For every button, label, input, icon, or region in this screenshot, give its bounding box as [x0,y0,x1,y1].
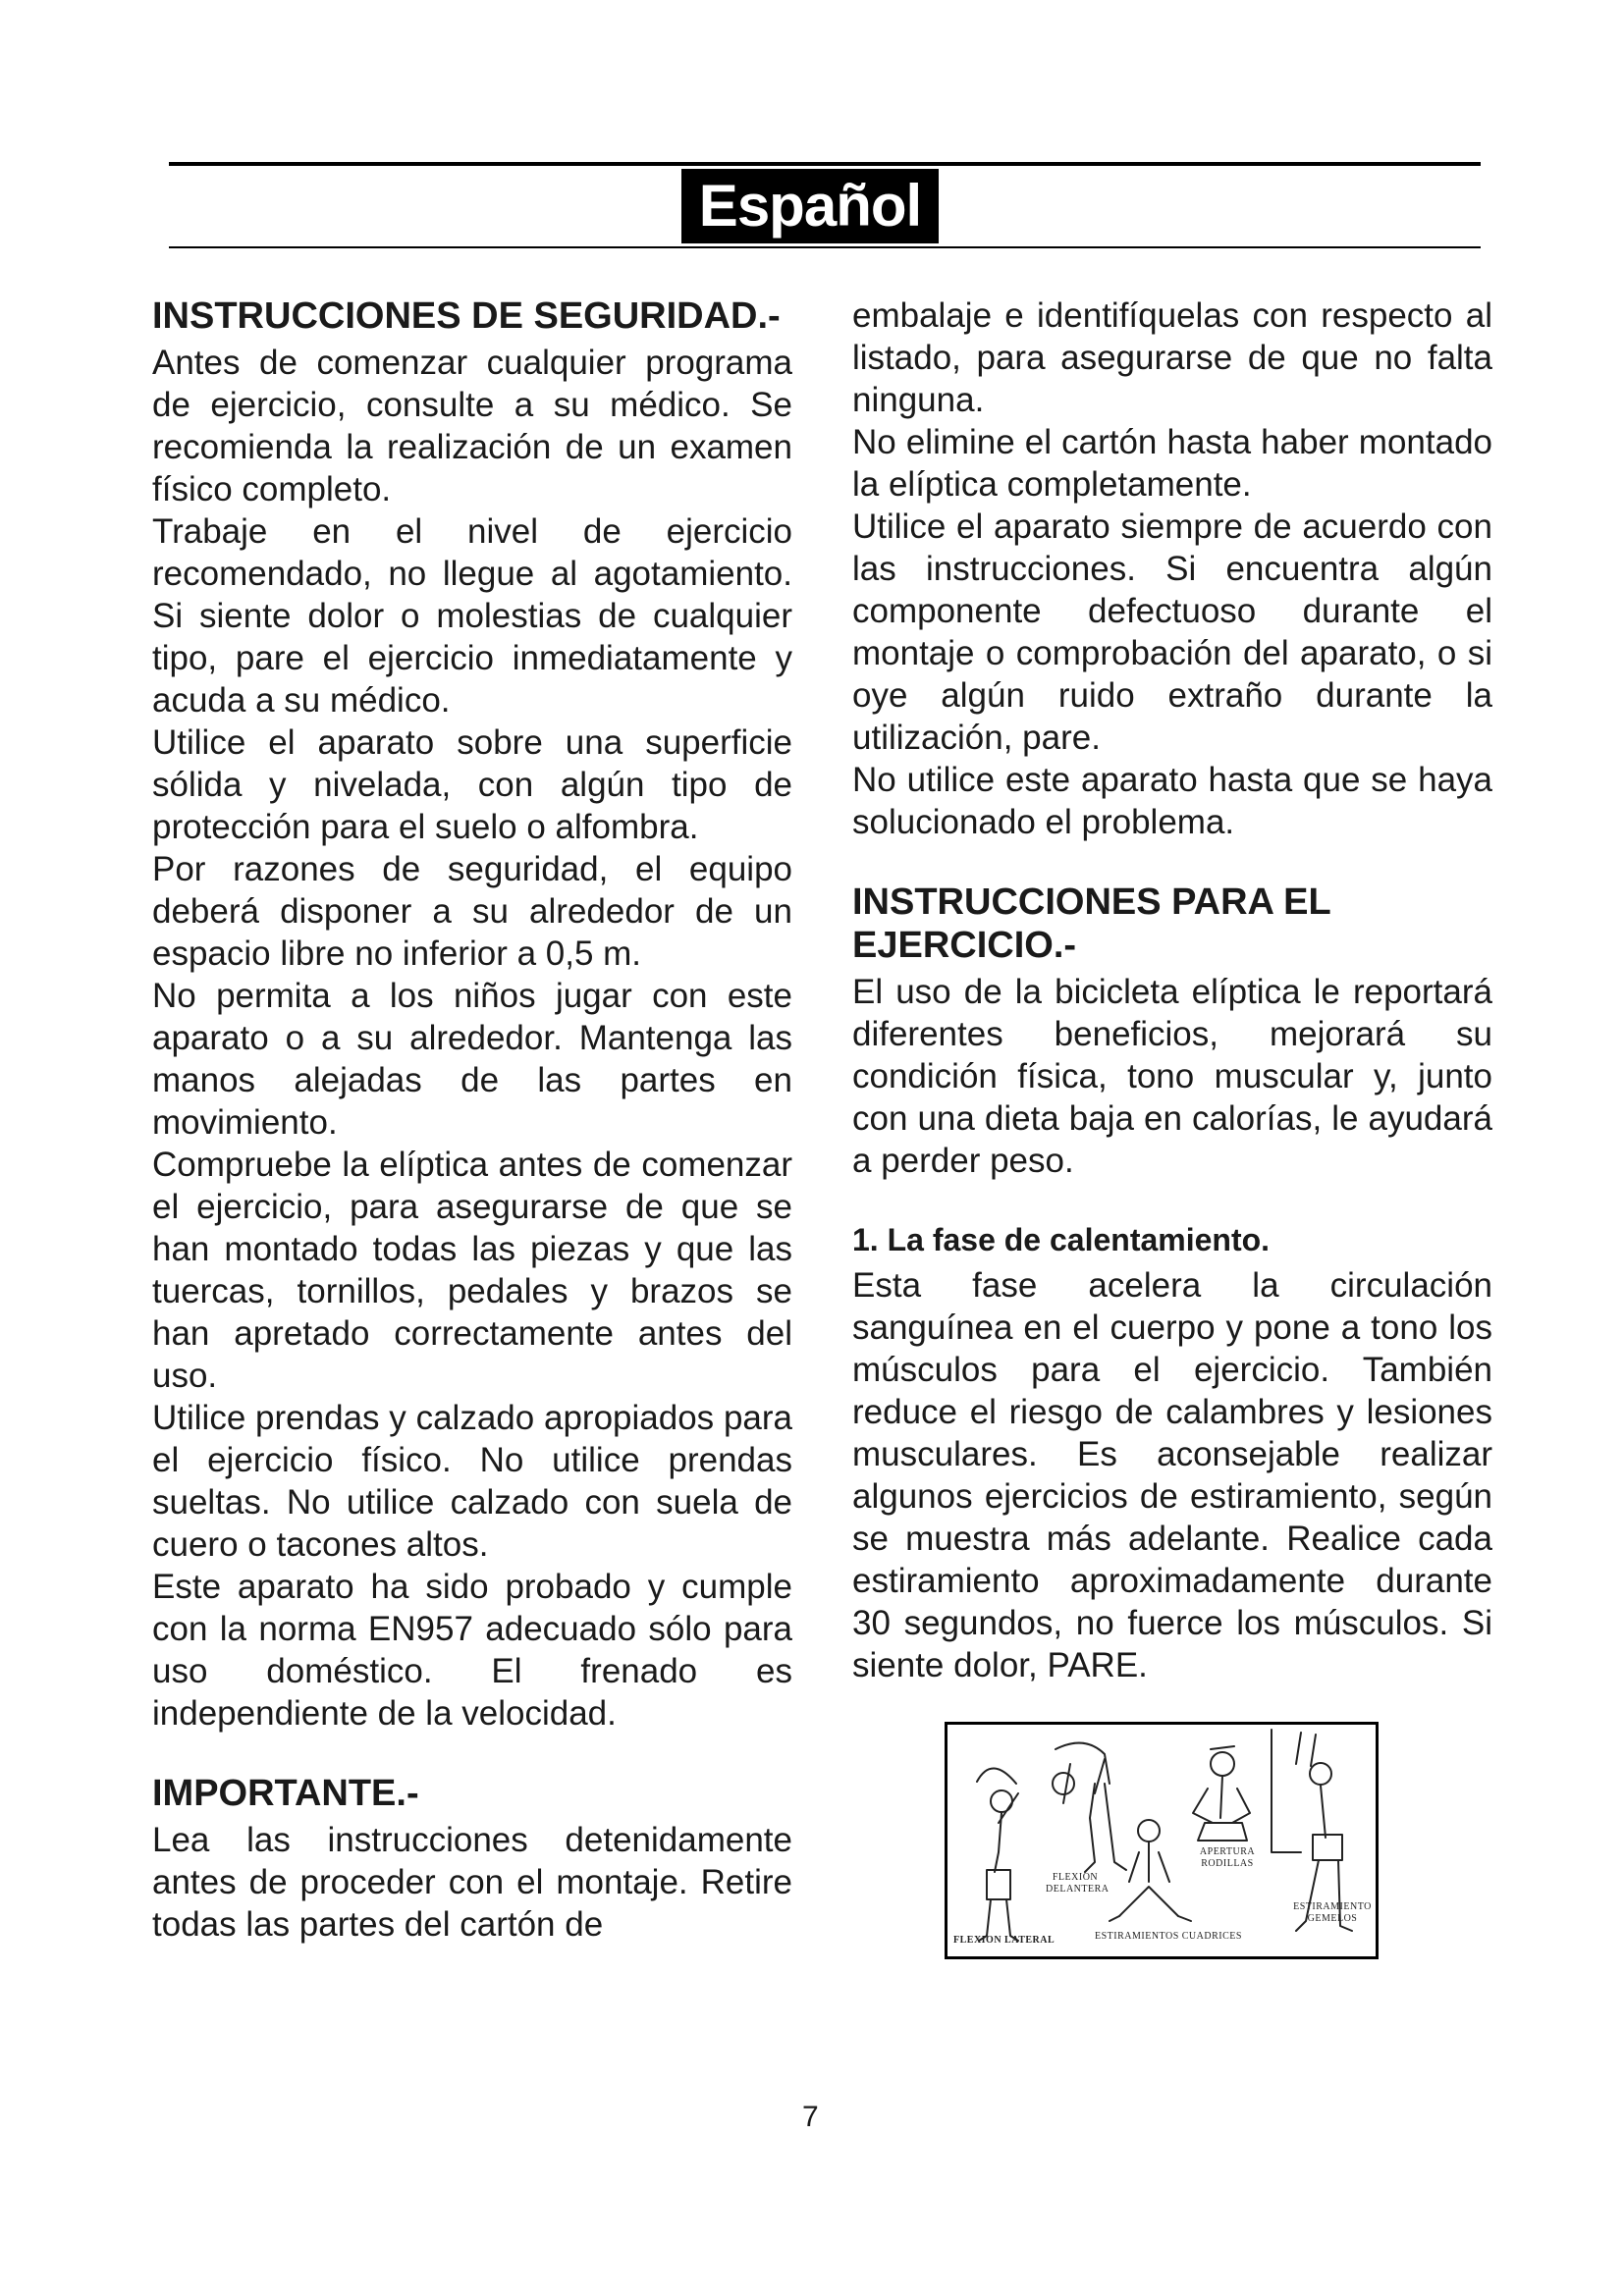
safety-paragraph-2: Trabaje en el nivel de ejercicio recomendado, no llegue al agotamiento. Si siente dolor o molestias de cualquier tipo, pare el ejercicio inmediatamente y acuda a su médico. [152,512,792,720]
continuation-paragraph-2: No elimine el cartón hasta haber montado la elíptica completamente. [852,423,1492,504]
continuation-paragraph-3: Utilice el aparato siempre de acuerdo con las instrucciones. Si encuentra algún componente defectuoso durante el montaje o comprobación del aparato, o si oye algún ruido extraño durante la utilización, pare. [852,507,1492,757]
language-badge: Español [681,169,939,243]
safety-paragraph-5: No permita a los niños jugar con este aparato o a su alrededor. Mantenga las manos alejadas de las partes en movimiento. [152,977,792,1142]
knee-opening-figure [1193,1746,1250,1841]
label-calf-stretch: ESTIRAMIENTO GEMELOS [1293,1901,1372,1924]
warmup-heading: 1. La fase de calentamiento. [852,1222,1271,1257]
quadriceps-stretch-figure [1110,1820,1191,1921]
safety-paragraph-7: Utilice prendas y calzado apropiados para el ejercicio físico. No utilice prendas sueltas. No utilice calzado con suela de cuero o tacones altos. [152,1399,792,1564]
safety-paragraph-6: Compruebe la elíptica antes de comenzar el ejercicio, para asegurarse de que se han montado todas las piezas y que las tuercas, tornillos, pedales y brazos se han apretado correctamente antes del uso. [152,1146,792,1395]
continuation-paragraph-1: embalaje e identifíquelas con respecto al listado, para asegurarse de que no falta ninguna. [852,296,1492,419]
section-spacer [852,1182,1492,1219]
label-forward-flexion: FLEXION DELANTERA [1046,1872,1110,1895]
safety-paragraph-1: Antes de comenzar cualquier programa de ejercicio, consulte a su médico. Se recomienda la realización de un examen físico completo. [152,344,792,508]
left-column [152,294,792,1946]
header-top-rule [169,162,1481,166]
safety-heading: INSTRUCCIONES DE SEGURIDAD.- [152,295,781,337]
header-bottom-rule [169,246,1481,248]
important-text: Lea las instrucciones detenidamente antes de proceder con el montaje. Retire todas las partes del cartón de [152,1821,792,1944]
label-knee-opening: APERTURA RODILLAS [1199,1846,1256,1869]
right-column [852,294,1492,1959]
stretching-illustration [945,1722,1379,1959]
exercise-heading: INSTRUCCIONES PARA EL EJERCICIO.- [852,881,1331,966]
forward-flexion-figure [1053,1743,1126,1872]
label-lateral-flexion: FLEXION LATERAL [953,1935,1056,1946]
page-number: 7 [802,2101,819,2133]
continuation-paragraph-4: No utilice este aparato hasta que se haya solucionado el problema. [852,761,1492,841]
warmup-text: Esta fase acelera la circulación sanguínea en el cuerpo y pone a tono los músculos para el ejercicio. También reduce el riesgo de calambres y lesiones musculares. Es aconsejable realizar algunos ejercicios de estiramiento, según se muestra más adelante. Realice cada estiramiento aproximadamente durante 30 segundos, no fuerce los músculos. Si siente dolor, PARE. [852,1266,1492,1684]
section-spacer [152,1735,792,1772]
label-quadriceps-stretch: ESTIRAMIENTOS CUADRICES [1095,1931,1242,1942]
section-spacer [852,843,1492,881]
exercise-text: El uso de la bicicleta elíptica le reportará diferentes beneficios, mejorará su condición física, tono muscular y, junto con una dieta baja en calorías, le ayudará a perder peso. [852,973,1492,1180]
safety-paragraph-4: Por razones de seguridad, el equipo deberá disponer a su alrededor de un espacio libre no inferior a 0,5 m. [152,850,792,973]
lateral-flexion-figure [977,1768,1018,1941]
safety-paragraph-3: Utilice el aparato sobre una superficie sólida y nivelada, con algún tipo de protección para el suelo o alfombra. [152,723,792,846]
safety-paragraph-8: Este aparato ha sido probado y cumple con la norma EN957 adecuado sólo para uso doméstico. El frenado es independiente de la velocidad. [152,1568,792,1733]
important-heading: IMPORTANTE.- [152,1773,419,1814]
